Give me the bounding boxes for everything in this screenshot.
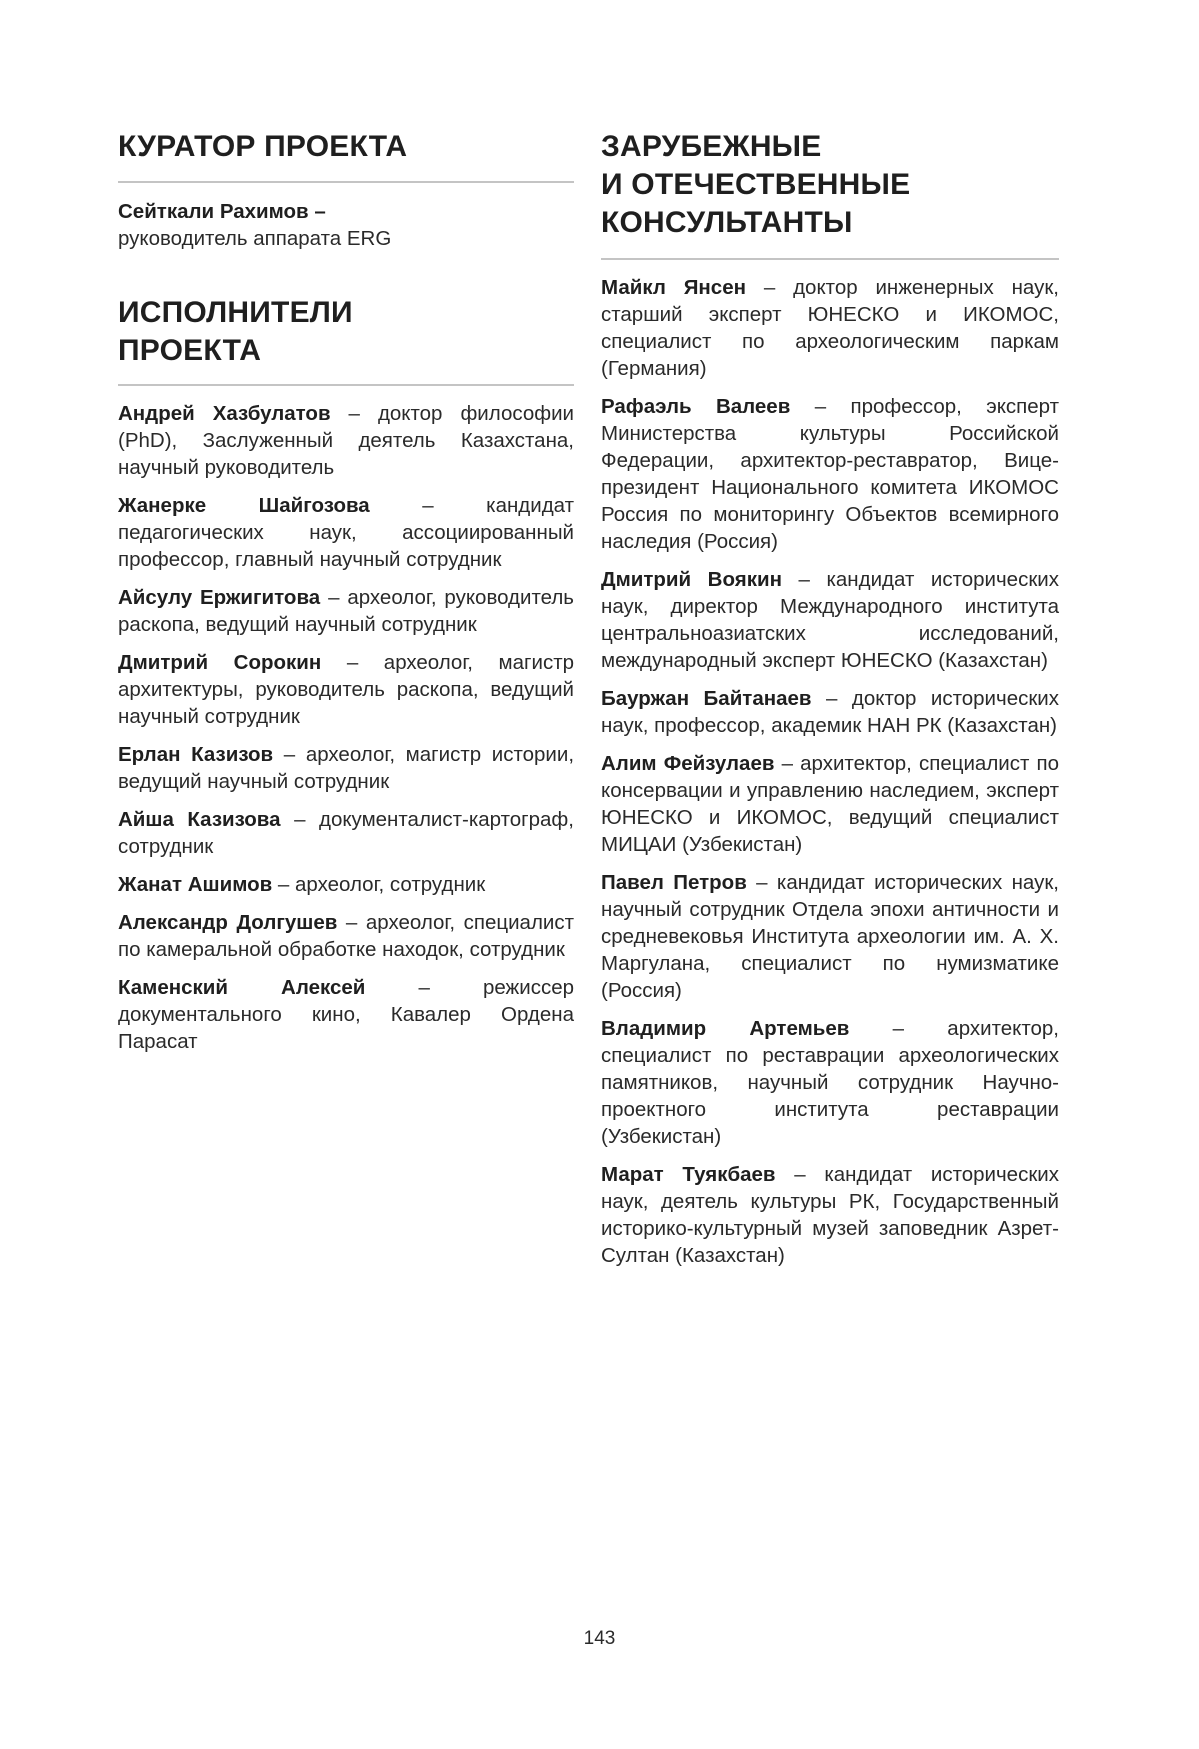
executor-description: режиссер документального кино, Кавалер Ордена Парасат — [118, 976, 575, 1053]
executor-description: археолог, руководитель раскопа, ведущий научный сотрудник — [118, 586, 574, 636]
consultant-entry — [601, 869, 1059, 1004]
consultant-description: архитектор, специалист по реставрации археологических памятников, научный сотрудник Научно-проектного института реставрации (Узбекистан) — [601, 1017, 1059, 1148]
consultant-description: архитектор, специалист по консервации и управлению наследием, эксперт ЮНЕСКО и ИКОМОС, ведущий специалист МИЦАИ (Узбекистан) — [601, 752, 1060, 856]
consultant-entry — [601, 393, 1059, 555]
consultant-entry — [601, 566, 1059, 674]
consultant-description: доктор исторических наук, профессор, академик НАН РК (Казахстан) — [601, 687, 1060, 737]
consultant-name: Бауржан Байтанаев — [601, 687, 812, 710]
consultants-divider — [601, 258, 1059, 260]
entry-separator: – — [345, 911, 358, 934]
curator-divider — [118, 181, 574, 183]
entry-separator: – — [283, 743, 296, 766]
consultants-heading-line3: КОНСУЛЬТАНТЫ — [601, 206, 853, 239]
consultant-name: Дмитрий Воякин — [601, 568, 782, 591]
consultant-name: Владимир Артемьев — [601, 1017, 850, 1040]
consultant-name: Рафаэль Валеев — [601, 395, 791, 418]
entry-separator: – — [418, 976, 430, 999]
executor-description: археолог, сотрудник — [295, 873, 486, 896]
consultant-description: кандидат исторических наук, научный сотрудник Отдела эпохи античности и средневековья Института археологии им. А. Х. Маргулана, специалист по нумизматике (Россия) — [601, 871, 1059, 1002]
consultants-heading — [601, 128, 1059, 242]
entry-separator: – — [814, 395, 827, 418]
curator-entry — [118, 198, 574, 252]
executor-description: археолог, специалист по камеральной обработке находок, сотрудник — [118, 911, 575, 961]
curator-heading: КУРАТОР ПРОЕКТА — [118, 130, 408, 163]
consultant-name: Марат Туякбаев — [601, 1163, 776, 1186]
executor-name: Жанат Ашимов — [118, 873, 273, 896]
executor-entry — [118, 400, 574, 481]
executor-description: археолог, магистр истории, ведущий научный сотрудник — [118, 743, 575, 793]
right-column — [601, 128, 1059, 1269]
executor-name: Александр Долгушев — [118, 911, 338, 934]
executors-list — [118, 400, 574, 1055]
consultant-description: профессор, эксперт Министерства культуры Российской Федерации, архитектор-реставратор, Вице-президент Национального комитета ИКОМОС Россия по мониторингу Объектов всемирного наследия (Россия) — [601, 395, 1059, 553]
entry-separator: – — [756, 871, 768, 894]
curator-name: Сейткали Рахимов — [118, 200, 309, 223]
consultants-list — [601, 274, 1059, 1269]
consultant-name: Павел Петров — [601, 871, 747, 894]
consultant-entry — [601, 685, 1059, 739]
executor-name: Ерлан Казизов — [118, 743, 274, 766]
executor-name: Каменский Алексей — [118, 976, 366, 999]
executor-name: Айсулу Ержигитова — [118, 586, 321, 609]
curator-separator: – — [314, 200, 326, 223]
executor-entry — [118, 492, 574, 573]
executor-entry — [118, 871, 574, 898]
consultant-entry — [601, 1161, 1059, 1269]
consultant-entry — [601, 750, 1059, 858]
executor-entry — [118, 974, 574, 1055]
consultants-heading-line1: ЗАРУБЕЖНЫЕ — [601, 130, 822, 163]
executor-entry — [118, 806, 574, 860]
entry-separator: – — [781, 752, 794, 775]
executor-description: археолог, магистр архитектуры, руководитель раскопа, ведущий научный сотрудник — [118, 651, 575, 728]
left-column — [118, 128, 574, 1055]
entry-separator: – — [798, 568, 810, 591]
consultant-entry — [601, 274, 1059, 382]
executor-name: Дмитрий Сорокин — [118, 651, 322, 674]
entry-separator: – — [277, 873, 290, 896]
executor-entry — [118, 741, 574, 795]
executor-description: документалист-картограф, сотрудник — [118, 808, 574, 858]
curator-role: руководитель аппарата ERG — [118, 227, 392, 250]
entry-separator: – — [422, 494, 434, 517]
entry-separator: – — [348, 402, 360, 425]
executor-entry — [118, 584, 574, 638]
executor-name: Андрей Хазбулатов — [118, 402, 331, 425]
consultant-description: кандидат исторических наук, директор Международного института центральноазиатских исследований, международный эксперт ЮНЕСКО (Казахстан) — [601, 568, 1060, 672]
entry-separator: – — [294, 808, 306, 831]
entry-separator: – — [346, 651, 359, 674]
executor-name: Жанерке Шайгозова — [118, 494, 370, 517]
executor-entry — [118, 909, 574, 963]
executors-heading — [118, 294, 574, 370]
consultant-entry — [601, 1015, 1059, 1150]
executors-divider — [118, 384, 574, 386]
consultant-description: кандидат исторических наук, деятель культуры РК, Государственный историко-культурный музей заповедник Азрет-Султан (Казахстан) — [601, 1163, 1059, 1267]
executor-name: Айша Казизова — [118, 808, 281, 831]
entry-separator: – — [328, 586, 340, 609]
consultant-name: Алим Фейзулаев — [601, 752, 775, 775]
consultants-heading-line2: И ОТЕЧЕСТВЕННЫЕ — [601, 168, 911, 201]
entry-separator: – — [892, 1017, 905, 1040]
executor-entry — [118, 649, 574, 730]
executor-description: кандидат педагогических наук, ассоциированный профессор, главный научный сотрудник — [118, 494, 575, 571]
executors-heading-line2: ПРОЕКТА — [118, 334, 262, 367]
page-number: 143 — [583, 1628, 616, 1649]
executors-heading-line1: ИСПОЛНИТЕЛИ — [118, 296, 353, 329]
entry-separator: – — [794, 1163, 806, 1186]
entry-separator: – — [826, 687, 838, 710]
executor-description: доктор философии (PhD), Заслуженный деятель Казахстана, научный руководитель — [118, 402, 575, 479]
entry-separator: – — [763, 276, 776, 299]
consultant-description: доктор инженерных наук, старший эксперт ЮНЕСКО и ИКОМОС, специалист по археологическим паркам (Германия) — [601, 276, 1059, 380]
consultant-name: Майкл Янсен — [601, 276, 746, 299]
